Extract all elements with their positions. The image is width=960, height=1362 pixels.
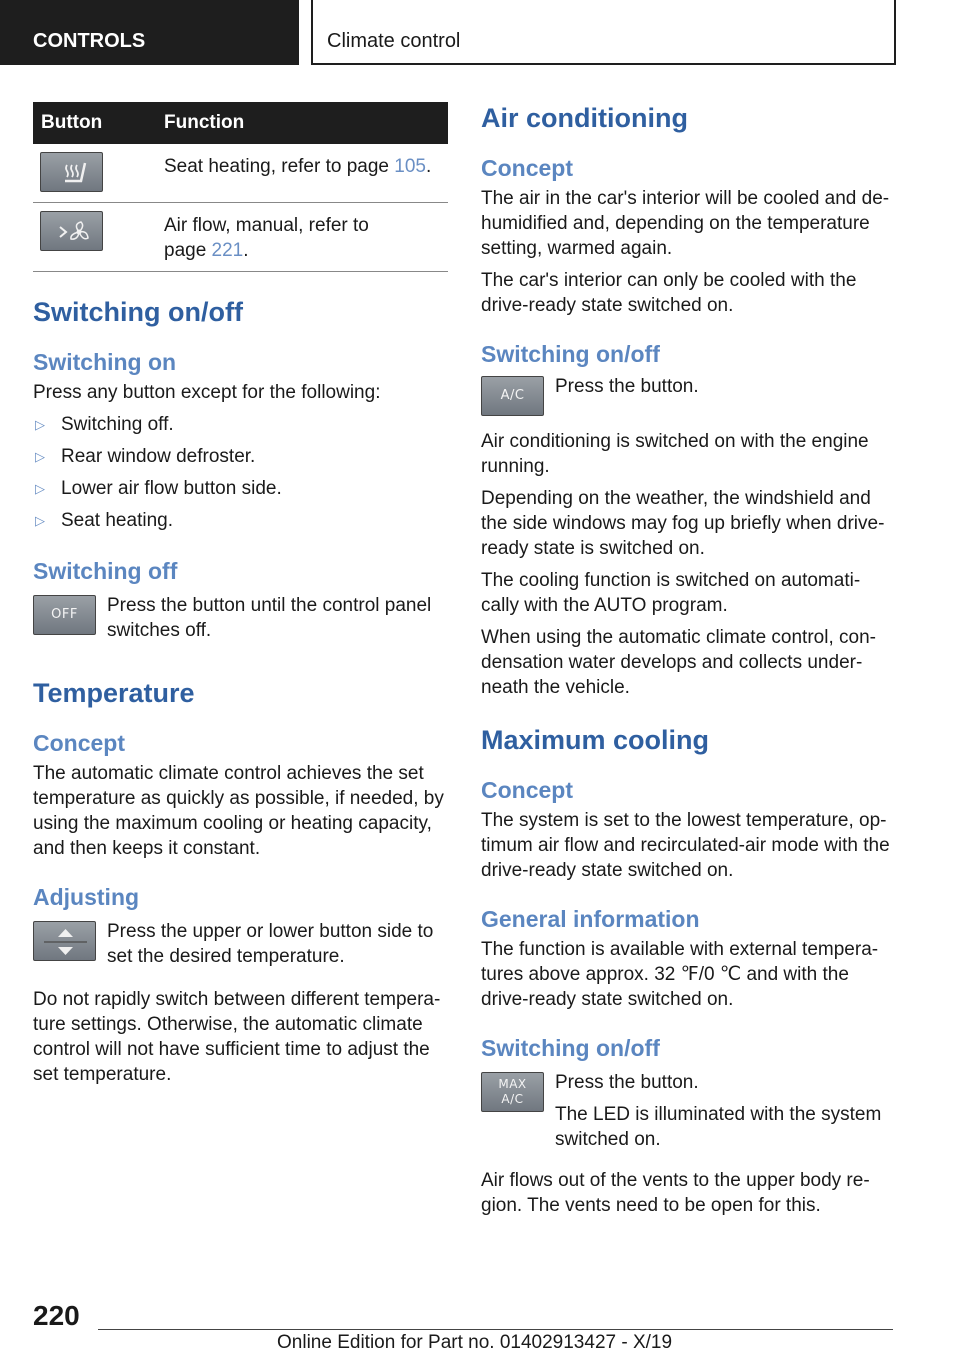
chapter-title: Climate control [327, 30, 461, 52]
footer-divider [98, 1329, 893, 1330]
ac-p2: Depending on the weather, the windshield and the side windows may fog up briefly when drive-ready state is switched on. [481, 488, 885, 559]
off-button-icon: OFF [33, 595, 96, 635]
ac-p3: The cooling function is switched on automati-cally with the AUTO program. [481, 570, 861, 616]
ac-switching-block [481, 374, 897, 414]
switching-on-intro: Press any button except for the following: [33, 381, 381, 403]
switching-off-text: Press the button until the control panel switches off. [107, 594, 432, 641]
general-info-text: The function is available with external tempera-tures above approx. 32 ℉/0 ℃ and with the drive-ready state switched on. [481, 939, 879, 1010]
max-press-text: Press the button. [555, 1072, 699, 1093]
footer-edition: Online Edition for Part no. 01402913427 - X/19 [277, 1332, 673, 1353]
switching-off-block [33, 593, 448, 643]
triangle-bullet-icon: ▷ [35, 416, 45, 432]
ac-concept-p1: The air in the car's interior will be cooled and de-humidified and, depending on the temperature setting, warmed again. [481, 188, 890, 259]
max-ac-button-icon: MAX A/C [481, 1072, 544, 1112]
max-led-text: The LED is illuminated with the system switched on. [555, 1104, 882, 1150]
ac-press-text: Press the button. [555, 376, 699, 397]
temperature-concept-text: The automatic climate control achieves the set temperature as quickly as possible, if needed, by using the maximum cooling or heating capacity, and then keeps it constant. [33, 762, 444, 859]
button-function-table [33, 102, 448, 272]
max-concept-text: The system is set to the lowest temperature, op-timum air flow and recirculated-air mode with the drive-ready state switched on. [481, 810, 890, 881]
air-flow-icon [40, 211, 103, 251]
ac-concept-p2: The car's interior can only be cooled with the drive-ready state switched on. [481, 270, 857, 316]
seat-heating-icon [40, 152, 103, 192]
air-conditioning-heading: Air conditioning [481, 103, 688, 133]
table-row: Seat heating, refer to page 105. [33, 144, 448, 202]
triangle-bullet-icon: ▷ [35, 480, 45, 496]
temperature-concept-heading: Concept [33, 729, 125, 756]
triangle-bullet-icon: ▷ [35, 512, 45, 528]
maximum-cooling-heading: Maximum cooling [481, 725, 710, 755]
temperature-up-down-icon [33, 921, 96, 961]
list-item: ▷ Switching off. [35, 413, 174, 435]
table-header-button: Button [33, 102, 164, 144]
ac-concept-heading: Concept [481, 155, 573, 181]
list-item: ▷ Lower air flow button side. [35, 477, 282, 499]
left-column [33, 102, 448, 1087]
switching-heading: Switching on/off [33, 296, 243, 327]
chapter-header [311, 0, 896, 65]
adjusting-heading: Adjusting [33, 883, 140, 910]
max-airflow-text: Air flows out of the vents to the upper body re-gion. The vents need to be open for this. [481, 1170, 870, 1216]
ac-switching-heading: Switching on/off [481, 341, 660, 367]
list-item: ▷ Rear window defroster. [35, 445, 256, 467]
adjusting-note: Do not rapidly switch between different tempera-ture settings. Otherwise, the automatic climate control will not have sufficient time to adjust the set temperature. [33, 988, 441, 1085]
temperature-heading: Temperature [33, 677, 195, 708]
triangle-bullet-icon: ▷ [35, 448, 45, 464]
table-header-function: Function [164, 102, 448, 144]
table-row: Air flow, manual, refer to page 221. [33, 202, 448, 271]
ac-button-icon: A/C [481, 376, 544, 416]
section-label: CONTROLS [33, 30, 146, 52]
adjusting-block [33, 919, 448, 969]
ac-p1: Air conditioning is switched on with the engine running. [481, 431, 869, 477]
exception-list [33, 412, 448, 533]
list-item: ▷ Seat heating. [35, 509, 173, 531]
switching-off-heading: Switching off [33, 557, 178, 584]
ac-p4: When using the automatic climate control, con-densation water develops and collects under-neath the vehicle. [481, 627, 876, 698]
section-tab [0, 0, 299, 65]
page-number: 220 [33, 1300, 80, 1331]
air-flow-text: Air flow, manual, refer to [164, 214, 369, 236]
general-info-heading: General information [481, 906, 700, 932]
switching-on-heading: Switching on [33, 348, 177, 375]
seat-heating-text: Seat heating, refer to page [164, 156, 395, 177]
adjusting-text: Press the upper or lower button side to set the desired temperature. [107, 920, 434, 967]
page-link-105[interactable]: 105 [394, 156, 426, 177]
right-column [481, 102, 897, 1218]
page-link-221[interactable]: 221 [211, 239, 244, 261]
max-switching-heading: Switching on/off [481, 1035, 660, 1061]
max-concept-heading: Concept [481, 777, 573, 803]
max-switching-block [481, 1070, 897, 1152]
